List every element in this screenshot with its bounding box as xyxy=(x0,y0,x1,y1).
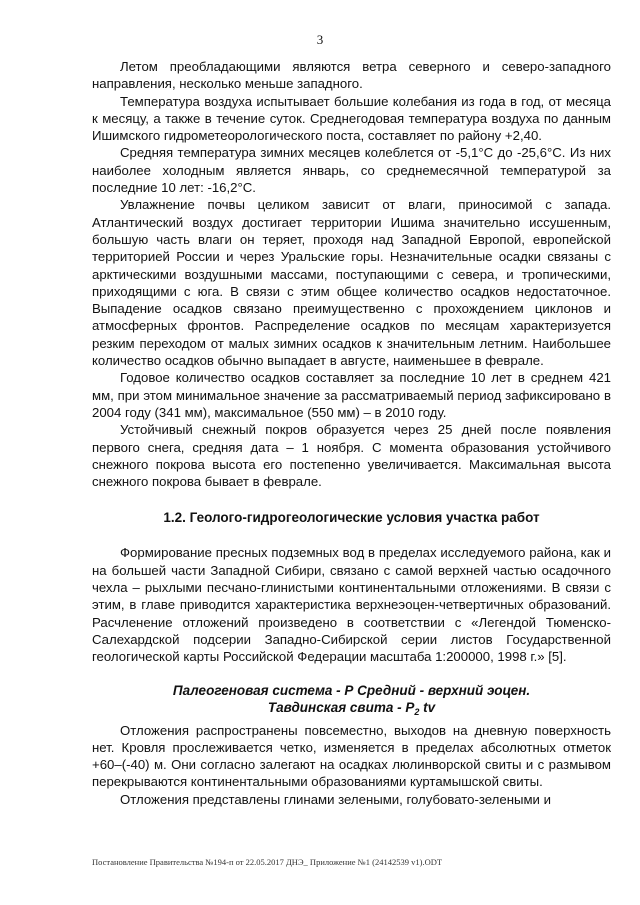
section-paragraph: Формирование пресных подземных вод в пределах исследуемого района, как и на большей части Западной Сибири, связано с самой верхней частью осадочного чехла – рыхлыми песчано-глинистыми континентальными отложениями. В связи с этим, в главе приводится характеристика верхнеэоцен-четвертичных образований. Расчленение отложений произведено в соответствии с «Легендой Тюменско-Салехардской подсерии Западно-Сибирской серии листов Государственной геологической карты Российской Федерации масштаба 1:200000, 1998 г.» [5]. xyxy=(92,545,611,665)
subsection-heading xyxy=(92,682,611,722)
subsection-line-2 xyxy=(92,699,611,722)
paragraph: Отложения распространены повсеместно, выходов на дневную поверхность нет. Кровля прослеживается четко, изменяется в пределах абсолютных отметок +60–(-40) м. Они согласно залегают на осадках люлинворской свиты и с размывом перекрываются континентальными образованиями куртамышской свиты. xyxy=(92,722,611,790)
subsection-line-1: Палеогеновая система - Р Средний - верхний эоцен. xyxy=(172,682,531,698)
section-heading: 1.2. Геолого-гидрогеологические условия участка работ xyxy=(163,510,540,526)
paragraph: Увлажнение почвы целиком зависит от влаги, приносимой с запада. Атлантический воздух достигает территории Ишима значительно иссушенным, большую часть влаги он теряет, проходя над Западной Европой, европейской территорией России и через Уральские горы. Незначительные осадки связаны с арктическими воздушными массами, поступающими с севера, и тропическими, приходящими с юга. В связи с этим общее количество осадков недостаточное. Выпадение осадков связано преимущественно с прохождением циклонов и атмосферных фронтов. Распределение осадков по месяцам характеризуется резким переходом от малых зимних осадков к значительным летним. Наибольшее количество осадков обычно выпадает в августе, наименьшее в феврале. xyxy=(92,197,611,369)
page-number: 3 xyxy=(316,32,324,47)
formation-name: Тавдинская свита - Р xyxy=(267,700,415,715)
footer-filename: Постановление Правительства №194-п от 22.05.2017 ДНЭ_ Приложение №1 (24142539 v1).ODT xyxy=(92,857,443,867)
paragraph: Устойчивый снежный покров образуется через 25 дней после появления первого снега, средняя дата – 1 ноября. С момента образования устойчивого снежного покрова высота его постепенно увеличивается. Максимальная высота снежного покрова бывает в феврале. xyxy=(92,422,611,490)
document-body xyxy=(92,58,611,808)
formation-index: tv xyxy=(419,700,436,715)
paragraph: Летом преобладающими являются ветра северного и северо-западного направления, несколько меньше западного. xyxy=(92,59,611,92)
formation-subscript: 2 xyxy=(414,707,420,717)
paragraph: Отложения представлены глинами зелеными, голубовато-зелеными и xyxy=(120,791,551,807)
paragraph: Годовое количество осадков составляет за последние 10 лет в среднем 421 мм, при этом минимальное значение за рассматриваемый период зафиксировано в 2004 году (341 мм), максимальное (550 мм) – в 2010 году. xyxy=(92,370,611,420)
paragraph: Средняя температура зимних месяцев колеблется от -5,1°С до -25,6°С. Из них наиболее холодным является январь, со среднемесячной температурой за последние 10 лет: -16,2°С. xyxy=(92,145,611,196)
paragraph: Температура воздуха испытывает большие колебания из года в год, от месяца к месяцу, а также в течение суток. Среднегодовая температура воздуха по данным Ишимского гидрометеорологического поста, составляет по району +2,40. xyxy=(92,93,611,144)
